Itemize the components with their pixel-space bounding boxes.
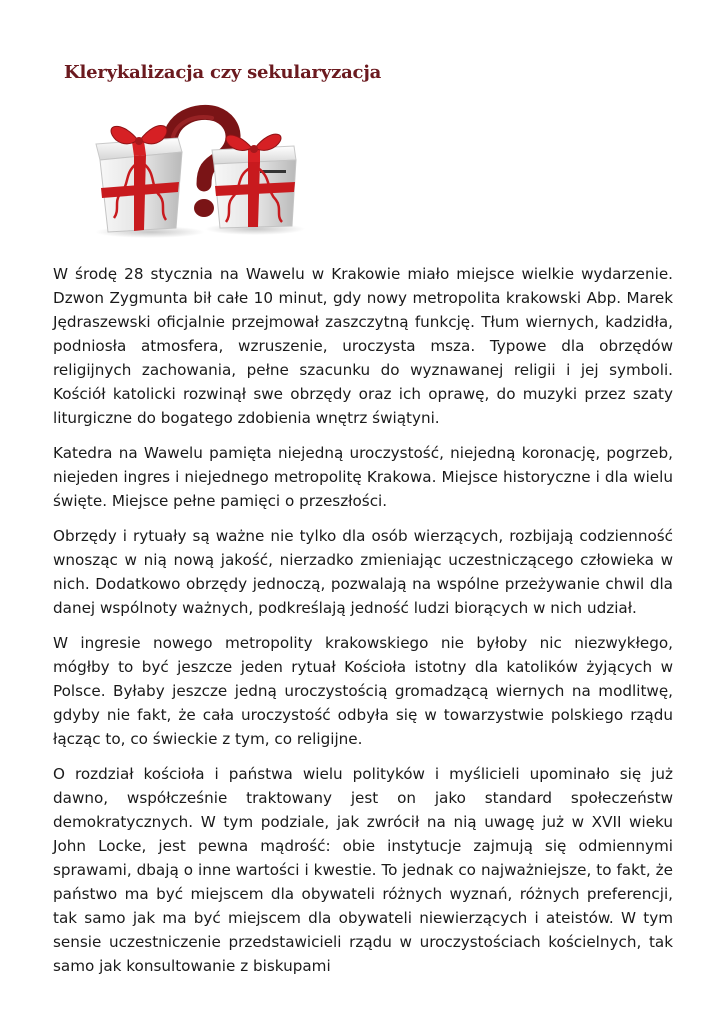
- article-paragraph: O rozdział kościoła i państwa wielu polityków i myślicieli upominało się już dawno, współcześnie traktowany jest on jako standard społeczeństw demokratycznych. W tym podziale, jak zwrócił na nią uwagę już w XVII wieku John Locke, jest pewna mądrość: obie instytucje zajmują się odmiennymi sprawami, dbają o inne wartości i kwestie. To jednak co najważniejsze, to fakt, że państwo ma być miejscem dla obywateli różnych wyznań, różnych preferencji, tak samo jak ma być miejscem dla obywateli niewierzących i ateistów. W tym sensie uczestniczenie przedstawicieli rządu w uroczystościach kościelnych, tak samo jak konsultowanie z biskupami: [53, 765, 673, 975]
- gift-box-left-icon: [96, 126, 182, 232]
- header-image: [60, 56, 382, 246]
- article-paragraph: W środę 28 stycznia na Wawelu w Krakowie miało miejsce wielkie wydarzenie. Dzwon Zygmunta bił całe 10 minut, gdy nowy metropolita krakowski Abp. Marek Jędraszewski oficjalnie przejmował zaszczytną funkcję. Tłum wiernych, kadzidła, podniosła atmosfera, wzruszenie, uroczysta msza. Typowe dla obrzędów religijnych zachowania, pełne szacunku do wyznawanej religii i jej symboli. Kościół katolicki rozwinął swe obrzędy oraz ich oprawę, do muzyki przez szaty liturgiczne do bogatego zdobienia wnętrz świątyni.: [53, 265, 673, 427]
- article-paragraph: Katedra na Wawelu pamięta niejedną uroczystość, niejedną koronację, pogrzeb, niejeden ingres i niejednego metropolitę Krakowa. Miejsce historyczne i dla wielu święte. Miejsce pełne pamięci o przeszłości.: [53, 444, 673, 510]
- article-paragraph: Obrzędy i rytuały są ważne nie tylko dla osób wierzących, rozbijają codzienność wnosząc w nią nową jakość, nierzadko zmieniając uczestniczącego człowieka w nich. Dodatkowo obrzędy jednoczą, pozwalają na wspólne przeżywanie chwil dla danej wspólnoty ważnych, podkreślają jedność ludzi biorących w nich udział.: [53, 527, 673, 617]
- header-title: Klerykalizacja czy sekularyzacja: [64, 62, 382, 83]
- gift-boxes-question-mark-illustration: [80, 104, 310, 239]
- article-body: [53, 262, 673, 989]
- article-paragraph: W ingresie nowego metropolity krakowskiego nie byłoby nic niezwykłego, mógłby to być jeszcze jeden rytuał Kościoła istotny dla katolików żyjących w Polsce. Byłaby jeszcze jedną uroczystością gromadzącą wiernych na modlitwę, gdyby nie fakt, że cała uroczystość odbyła się w towarzystwie polskiego rządu łącząc to, co świeckie z tym, co religijne.: [53, 634, 673, 748]
